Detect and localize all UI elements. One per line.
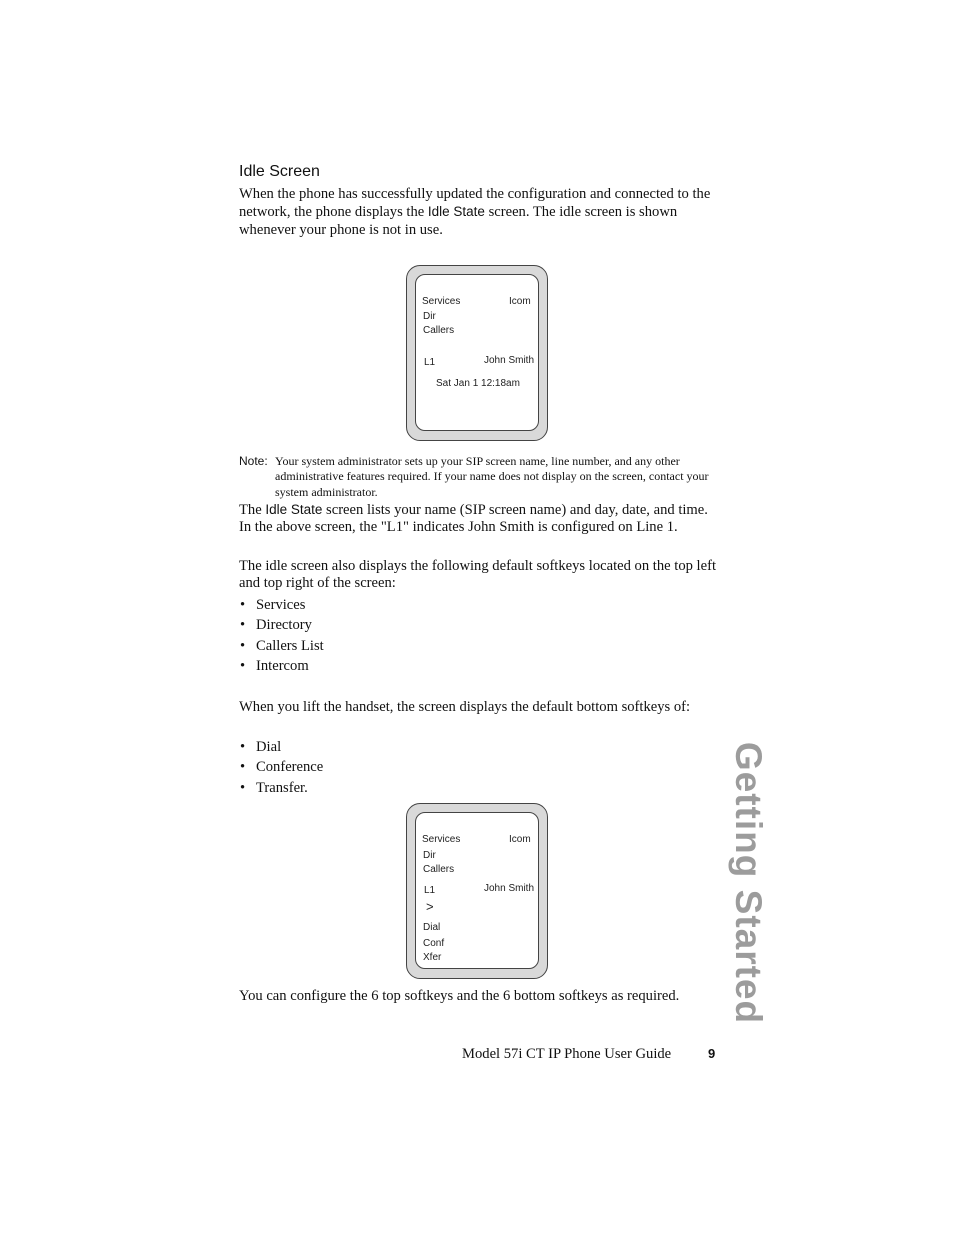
top-softkeys-list xyxy=(239,595,324,676)
softkey-icom: Icom xyxy=(509,296,531,307)
note-text: Your system administrator sets up your SIP screen name, line number, and any other administrative features required. If your name does not display on the screen, contact your system administrator. xyxy=(275,454,709,499)
softkey-dir: Dir xyxy=(423,311,436,322)
softkey-dial: Dial xyxy=(423,922,441,933)
softkeys-intro: The idle screen also displays the following default softkeys located on the top left and top right of the screen: xyxy=(239,558,717,592)
screen-name: John Smith xyxy=(484,355,535,366)
softkey-icom: Icom xyxy=(509,834,531,845)
phone-display xyxy=(415,812,539,969)
phone-display xyxy=(415,274,539,431)
note-block xyxy=(239,454,719,500)
chapter-title: Getting Started xyxy=(728,741,769,1025)
line-indicator: L1 xyxy=(424,885,436,896)
intro-paragraph xyxy=(239,186,717,239)
softkey-dir: Dir xyxy=(423,850,436,861)
softkey-services: Services xyxy=(422,296,461,307)
softkey-conf: Conf xyxy=(423,938,445,949)
note-label: Note: xyxy=(239,454,268,468)
list-item: • Directory xyxy=(239,615,324,635)
idle-text-end: screen lists your name (SIP screen name) and day, date, and time. In the above screen, the "L1" indicates John Smith is configured on Line 1. xyxy=(239,502,708,536)
intro-text-start: When the phone has successfully updated the configuration and connected to the network, the phone displays the xyxy=(239,186,711,221)
list-item: • Services xyxy=(239,595,324,615)
list-item: • Transfer. xyxy=(239,778,323,798)
line-indicator: L1 xyxy=(424,357,436,368)
idle-text-start: The xyxy=(239,502,266,518)
list-item: • Conference xyxy=(239,757,323,777)
handset-screen-figure xyxy=(406,803,548,979)
footer-title: Model 57i CT IP Phone User Guide xyxy=(462,1046,672,1062)
idle-emphasis: Idle State xyxy=(265,502,323,517)
list-item: • Callers List xyxy=(239,636,324,656)
softkey-services: Services xyxy=(422,834,461,845)
date-time: Sat Jan 1 12:18am xyxy=(436,378,520,389)
configure-paragraph: You can configure the 6 top softkeys and the 6 bottom softkeys as required. xyxy=(239,988,680,1004)
bottom-softkeys-list xyxy=(239,737,323,798)
screen-name: John Smith xyxy=(484,883,535,894)
idle-state-paragraph xyxy=(239,501,717,537)
section-heading: Idle Screen xyxy=(239,163,320,180)
intro-emphasis: Idle State xyxy=(427,204,485,220)
handset-intro: When you lift the handset, the screen displays the default bottom softkeys of: xyxy=(239,699,691,715)
list-item: • Dial xyxy=(239,737,323,757)
idle-screen-figure xyxy=(406,265,548,441)
intro-text-end: screen. The idle screen is shown whenever your phone is not in use. xyxy=(239,204,678,238)
chapter-side-tab xyxy=(728,741,769,1025)
page-number: 9 xyxy=(708,1046,716,1061)
dial-prompt: > xyxy=(426,899,434,914)
softkey-xfer: Xfer xyxy=(423,952,442,963)
list-item: • Intercom xyxy=(239,656,324,676)
softkey-callers: Callers xyxy=(423,325,455,336)
softkey-callers: Callers xyxy=(423,864,455,875)
